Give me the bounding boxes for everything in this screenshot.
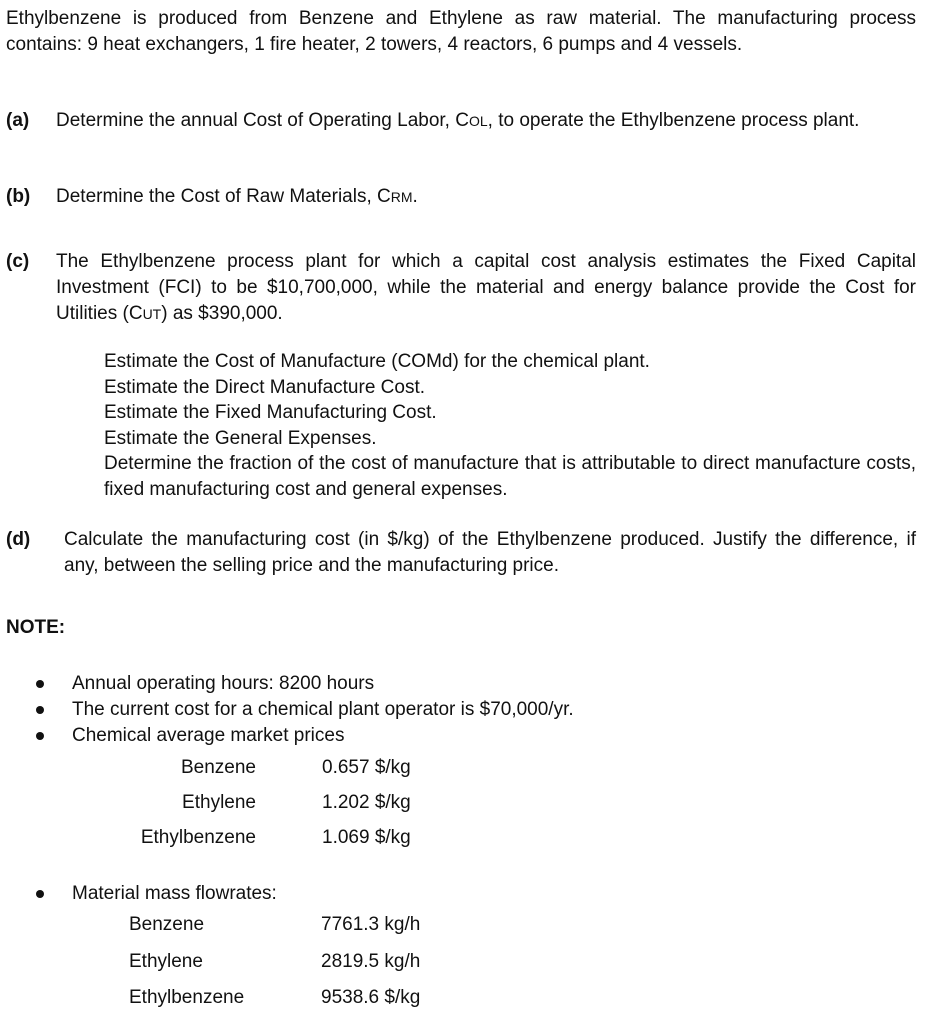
intro-paragraph: Ethylbenzene is produced from Benzene and Ethylene as raw material. The manufacturing process contains: 9 heat exchangers, 1 fire heater, 2 towers, 4 reactors, 6 pumps and 4 vessels.: [6, 8, 916, 55]
question-a-label: (a): [6, 110, 30, 131]
question-c-text-pre: The Ethylbenzene process plant for which a capital cost analysis estimates the Fixed Capital Investment (FCI) to be $10,700,000, while the material and energy balance provide the Cost for Utilities (C: [56, 251, 916, 324]
question-c-tasks: [104, 349, 916, 502]
note-heading: NOTE:: [6, 617, 66, 638]
flow-value: 2819.5 kg/h: [321, 951, 421, 972]
question-c-text-post: ) as $390,000.: [161, 303, 283, 324]
task-item: Estimate the General Expenses.: [104, 427, 377, 449]
question-c-subscript: UT: [142, 306, 162, 322]
price-name: Ethylene: [182, 792, 256, 813]
question-c-label: (c): [6, 251, 30, 272]
price-value: 1.202 $/kg: [322, 792, 411, 813]
price-name: Ethylbenzene: [140, 827, 256, 848]
task-item: Determine the fraction of the cost of manufacture that is attributable to direct manufacture costs, fixed manufacturing cost and general expenses.: [104, 453, 916, 500]
question-b-text-post: .: [412, 186, 418, 207]
question-a-text-pre: Determine the annual Cost of Operating Labor, C: [56, 110, 469, 131]
question-b-text: [56, 184, 916, 210]
flow-name: Ethylbenzene: [129, 987, 245, 1008]
question-d-text: Calculate the manufacturing cost (in $/kg) of the Ethylbenzene produced. Justify the difference, if any, between the selling price and the manufacturing price.: [64, 529, 916, 576]
question-a-text: [56, 108, 916, 134]
flow-value: 7761.3 kg/h: [321, 914, 421, 935]
question-a-text-post: , to operate the Ethylbenzene process plant.: [487, 110, 860, 131]
note-bullet-text: Annual operating hours: 8200 hours: [72, 673, 375, 694]
task-item: Estimate the Cost of Manufacture (COMd) for the chemical plant.: [104, 351, 650, 372]
note-bullet-text: The current cost for a chemical plant operator is $70,000/yr.: [72, 699, 574, 720]
price-value: 1.069 $/kg: [322, 827, 411, 848]
question-b-label: (b): [6, 186, 31, 207]
question-b-text-pre: Determine the Cost of Raw Materials, C: [56, 186, 391, 207]
price-value: 0.657 $/kg: [322, 757, 411, 778]
note-bullet-text: Chemical average market prices: [72, 725, 345, 746]
question-b-subscript: RM: [390, 189, 413, 205]
question-a-subscript: OL: [468, 113, 488, 129]
flow-value: 9538.6 $/kg: [321, 987, 421, 1008]
task-item: Estimate the Fixed Manufacturing Cost.: [104, 402, 437, 423]
task-item: Estimate the Direct Manufacture Cost.: [104, 376, 426, 398]
price-name: Benzene: [180, 757, 256, 778]
flow-name: Benzene: [129, 914, 205, 935]
question-c-text: [56, 249, 916, 327]
note-bullet-text: Material mass flowrates:: [72, 883, 277, 904]
question-d-label: (d): [6, 529, 31, 550]
flow-name: Ethylene: [129, 951, 203, 972]
